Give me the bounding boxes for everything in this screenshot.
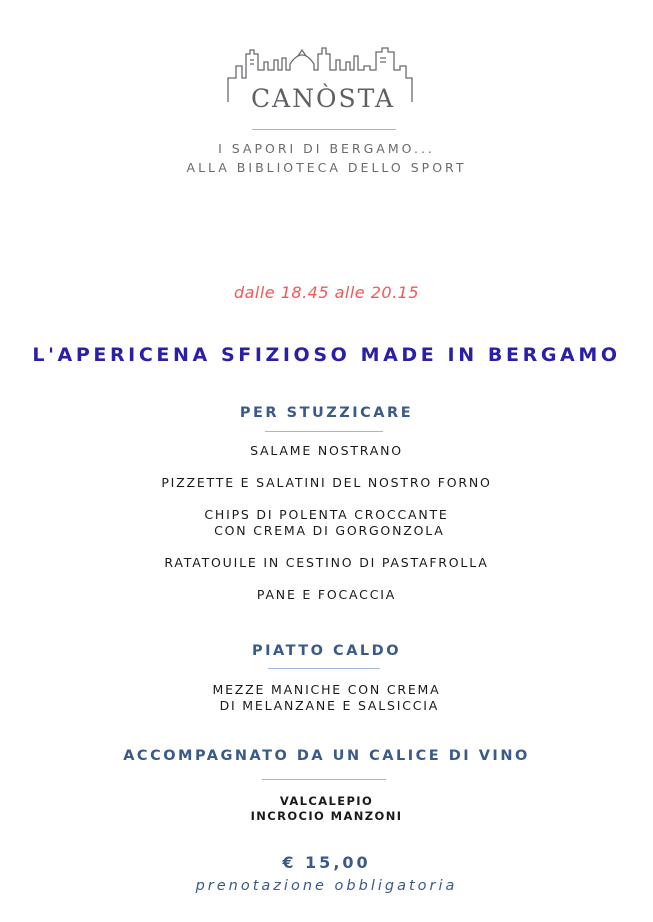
section-title-stuzzicare: PER STUZZICARE: [239, 405, 414, 421]
menu-item: PIZZETTE E SALATINI DEL NOSTRO FORNO: [161, 475, 492, 490]
section-divider: [262, 779, 386, 780]
menu-headline: L'APERICENA SFIZIOSO MADE IN BERGAMO: [32, 344, 621, 366]
tagline-line-1: I SAPORI DI BERGAMO...: [218, 141, 435, 156]
logo-divider: [252, 129, 396, 130]
menu-item: SALAME NOSTRANO: [250, 443, 403, 458]
section-divider: [268, 668, 380, 669]
brand-name: CANÒSTA: [250, 84, 396, 113]
menu-item: PANE E FOCACCIA: [256, 587, 397, 602]
menu-item: RATATOUILE IN CESTINO DI PASTAFROLLA: [164, 555, 489, 570]
event-time: dalle 18.45 alle 20.15: [233, 283, 420, 302]
menu-item: CHIPS DI POLENTA CROCCANTE CON CREMA DI GORGONZOLA: [204, 507, 449, 538]
section-divider: [265, 431, 383, 432]
wine-item: INCROCIO MANZONI: [250, 809, 403, 823]
price: € 15,00: [282, 853, 371, 872]
tagline-line-2: ALLA BIBLIOTECA DELLO SPORT: [186, 160, 467, 175]
section-title-piatto-caldo: PIATTO CALDO: [251, 643, 402, 659]
menu-item: MEZZE MANICHE CON CREMA DI MELANZANE E SALSICCIA: [212, 682, 441, 713]
wine-item: VALCALEPIO: [279, 794, 374, 808]
reservation-note: prenotazione obbligatoria: [195, 878, 458, 894]
section-title-vino: ACCOMPAGNATO DA UN CALICE DI VINO: [123, 748, 530, 764]
